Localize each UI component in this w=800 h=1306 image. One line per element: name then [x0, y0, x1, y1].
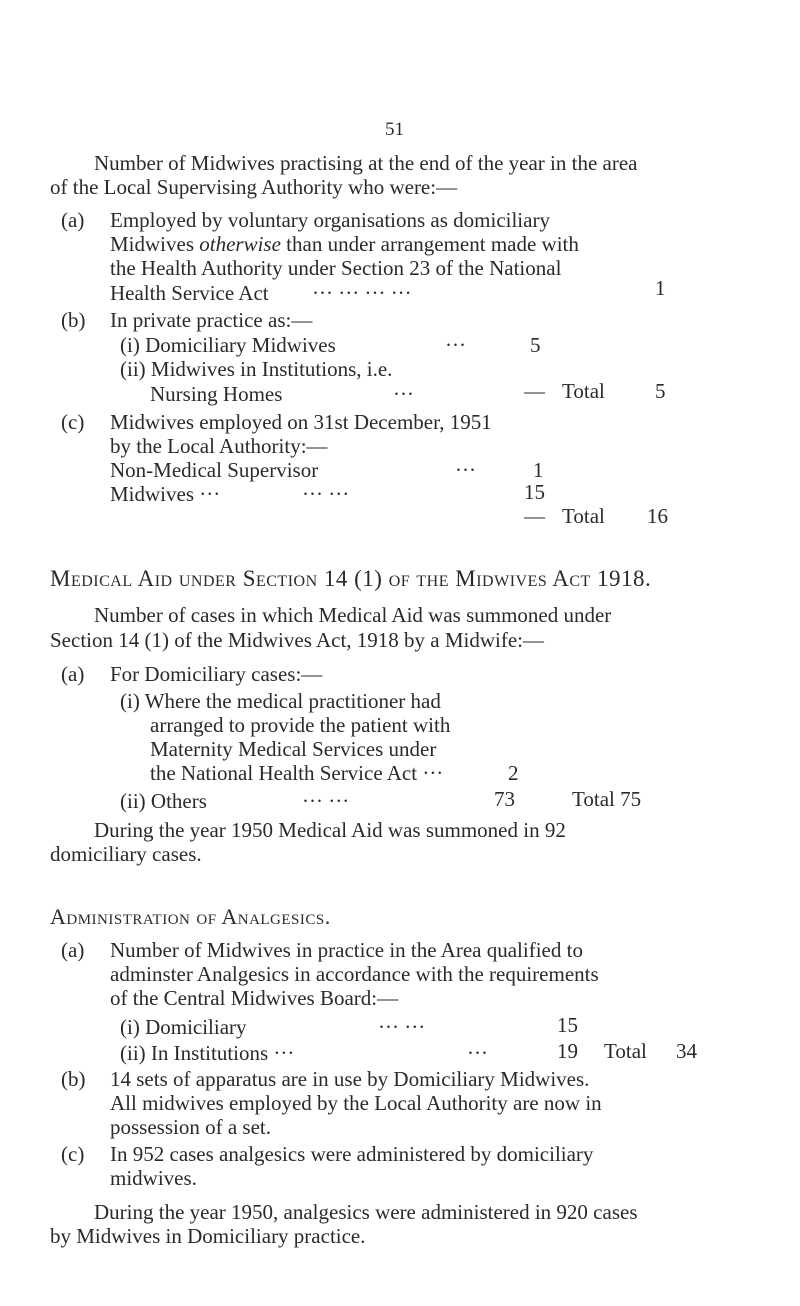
- item-c-line-2: by the Local Authority:—: [110, 434, 328, 458]
- analgesics-i-leaders: ··· ···: [378, 1015, 426, 1039]
- analgesics-b-label: (b): [61, 1067, 86, 1091]
- analgesics-a-line-3: of the Central Midwives Board:—: [110, 986, 399, 1010]
- analgesics-c-label: (c): [61, 1142, 85, 1166]
- item-a-label: (a): [61, 208, 85, 232]
- analgesics-a-line-2: adminster Analgesics in accordance with the requirements: [110, 962, 599, 986]
- item-b-ii-line-1: (ii) Midwives in Institutions, i.e.: [120, 357, 393, 381]
- analgesics-b-line-2: All midwives employed by the Local Authority are now in: [110, 1091, 602, 1115]
- item-c-total-value: 16: [647, 504, 668, 528]
- analgesics-a-label: (a): [61, 938, 85, 962]
- item-a-line-3: the Health Authority under Section 23 of the National: [110, 256, 562, 280]
- item-c-supervisor-leaders: ···: [455, 458, 476, 482]
- analgesics-ii-value: 19: [557, 1039, 578, 1063]
- analgesics-ii-text: (ii) In Institutions ···: [120, 1041, 295, 1065]
- item-a-line-4: Health Service Act: [110, 281, 269, 305]
- medical-aid-i-value: 2: [508, 761, 519, 785]
- item-b-ii-value: —: [524, 379, 545, 403]
- analgesics-year-line-1: During the year 1950, analgesics were administered in 920 cases: [94, 1200, 638, 1224]
- analgesics-heading: Administration of Analgesics.: [50, 904, 331, 929]
- item-b-i-text: (i) Domiciliary Midwives: [120, 333, 336, 357]
- item-c-label: (c): [61, 410, 85, 434]
- analgesics-year-line-2: by Midwives in Domiciliary practice.: [50, 1224, 366, 1248]
- medical-aid-heading: Medical Aid under Section 14 (1) of the Midwives Act 1918.: [50, 566, 652, 591]
- item-c-midwives-leaders: ··· ···: [302, 482, 350, 506]
- item-b-ii-leaders: ···: [393, 382, 414, 406]
- item-b-label: (b): [61, 308, 86, 332]
- analgesics-b-line-1: 14 sets of apparatus are in use by Domiciliary Midwives.: [110, 1067, 590, 1091]
- item-c-midwives-text: Midwives ···: [110, 482, 221, 506]
- analgesics-total-label: Total: [604, 1039, 647, 1063]
- analgesics-b-line-3: possession of a set.: [110, 1115, 271, 1139]
- analgesics-ii-leaders: ···: [467, 1041, 488, 1065]
- medical-aid-a-label: (a): [61, 662, 85, 686]
- item-c-total-label: Total: [562, 504, 605, 528]
- item-b-total-label: Total: [562, 379, 605, 403]
- medical-aid-ii-text: (ii) Others: [120, 789, 207, 813]
- medical-aid-intro-line-2: Section 14 (1) of the Midwives Act, 1918 by a Midwife:—: [50, 628, 545, 652]
- medical-aid-i-line-3: Maternity Medical Services under: [150, 737, 437, 761]
- midwives-intro-line-1: Number of Midwives practising at the end of the year in the area: [94, 151, 638, 175]
- item-a-line-1: Employed by voluntary organisations as domiciliary: [110, 208, 550, 232]
- analgesics-c-line-1: In 952 cases analgesics were administered by domiciliary: [110, 1142, 594, 1166]
- analgesics-i-text: (i) Domiciliary: [120, 1015, 247, 1039]
- item-a-leaders: ··· ··· ··· ···: [312, 281, 412, 305]
- page-number: 51: [385, 119, 404, 140]
- analgesics-total-value: 34: [676, 1039, 697, 1063]
- medical-aid-i-line-1: (i) Where the medical practitioner had: [120, 689, 441, 713]
- medical-aid-ii-leaders: ··· ···: [302, 789, 350, 813]
- item-a-line-2: Midwives otherwise than under arrangement made with: [110, 232, 579, 256]
- item-a-value: 1: [655, 276, 666, 300]
- item-b-i-value: 5: [530, 333, 541, 357]
- medical-aid-i-line-4: the National Health Service Act ···: [150, 761, 444, 785]
- midwives-intro-line-2: of the Local Supervising Authority who were:—: [50, 175, 458, 199]
- medical-aid-intro-line-1: Number of cases in which Medical Aid was summoned under: [94, 603, 612, 627]
- item-c-supervisor-value: 1: [533, 458, 544, 482]
- item-b-ii-line-2: Nursing Homes: [150, 382, 283, 406]
- analgesics-a-line-1: Number of Midwives in practice in the Area qualified to: [110, 938, 583, 962]
- medical-aid-year-line-2: domiciliary cases.: [50, 842, 202, 866]
- item-b-i-leaders: ···: [445, 333, 466, 357]
- analgesics-i-value: 15: [557, 1013, 578, 1037]
- medical-aid-ii-value: 73: [494, 787, 515, 811]
- medical-aid-i-line-2: arranged to provide the patient with: [150, 713, 451, 737]
- analgesics-c-line-2: midwives.: [110, 1166, 197, 1190]
- medical-aid-total: Total 75: [572, 787, 642, 811]
- item-c-supervisor-text: Non-Medical Supervisor: [110, 458, 319, 482]
- item-b-line-1: In private practice as:—: [110, 308, 313, 332]
- medical-aid-year-line-1: During the year 1950 Medical Aid was summoned in 92: [94, 818, 566, 842]
- item-c-midwives-value: 15: [524, 480, 545, 504]
- item-b-total-value: 5: [655, 379, 666, 403]
- medical-aid-a-text: For Domiciliary cases:—: [110, 662, 323, 686]
- item-c-line-1: Midwives employed on 31st December, 1951: [110, 410, 492, 434]
- item-c-dash: —: [524, 504, 545, 528]
